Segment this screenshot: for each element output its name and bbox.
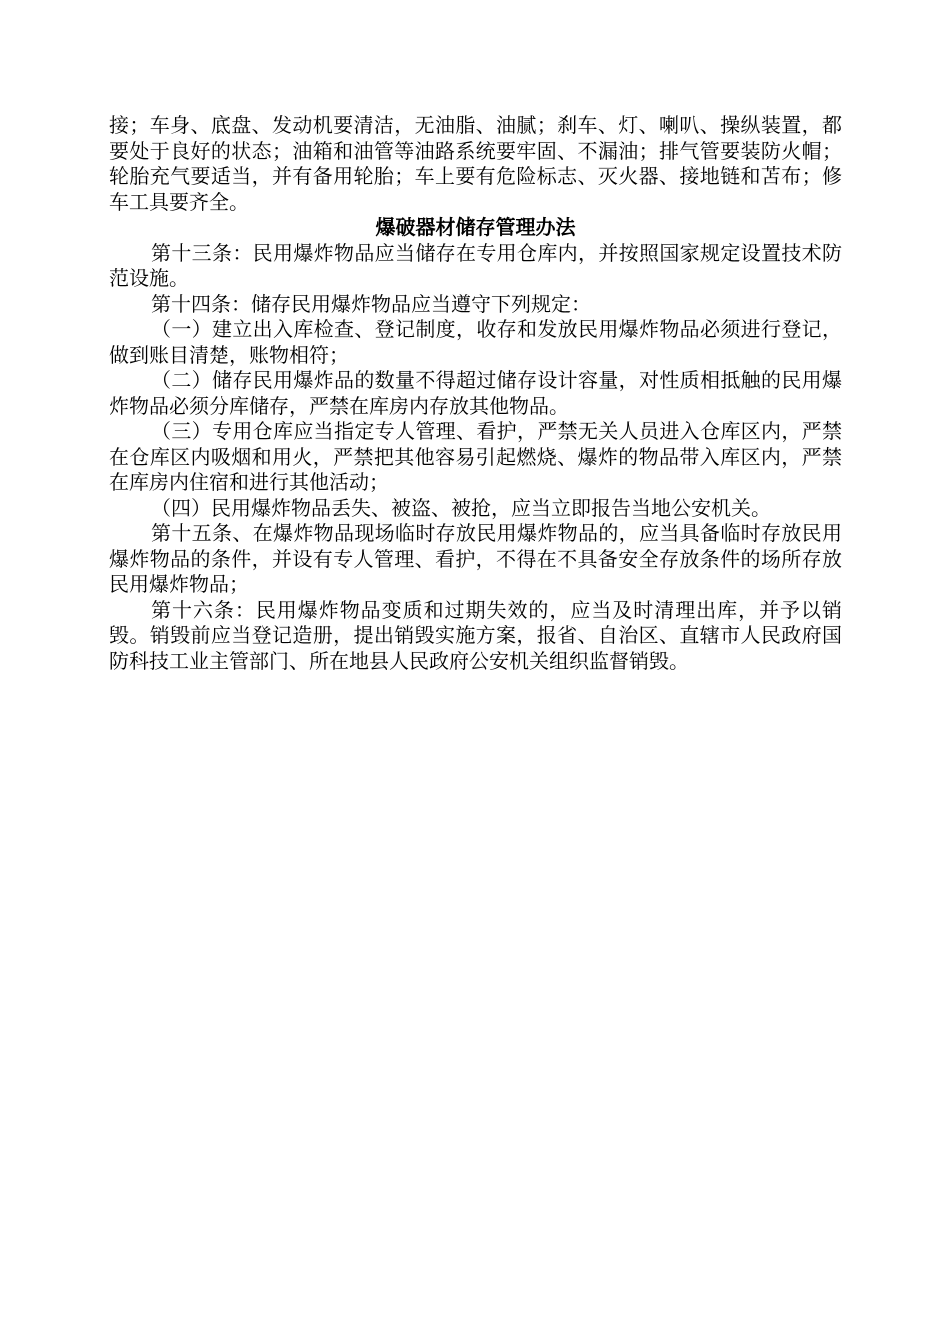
article-13-paragraph: 第十三条：民用爆炸物品应当储存在专用仓库内，并按照国家规定设置技术防范设施。 <box>109 240 842 290</box>
clause-1-paragraph: （一）建立出入库检查、登记制度，收存和发放民用爆炸物品必须进行登记，做到账目清楚，账物相符； <box>109 317 842 367</box>
clause-2-paragraph: （二）储存民用爆炸品的数量不得超过储存设计容量，对性质相抵触的民用爆炸物品必须分库储存，严禁在库房内存放其他物品。 <box>109 368 842 418</box>
document-page <box>109 113 842 674</box>
article-16-paragraph: 第十六条：民用爆炸物品变质和过期失效的，应当及时清理出库，并予以销毁。销毁前应当登记造册，提出销毁实施方案，报省、自治区、直辖市人民政府国防科技工业主管部门、所在地县人民政府公安机关组织监督销毁。 <box>109 597 842 673</box>
section-heading: 爆破器材储存管理办法 <box>375 215 576 239</box>
article-15-paragraph: 第十五条、在爆炸物品现场临时存放民用爆炸物品的，应当具备临时存放民用爆炸物品的条件，并设有专人管理、看护，不得在不具备安全存放条件的场所存放民用爆炸物品； <box>109 521 842 596</box>
clause-3-paragraph: （三）专用仓库应当指定专人管理、看护，严禁无关人员进入仓库区内，严禁在仓库区内吸烟和用火，严禁把其他容易引起燃烧、爆炸的物品带入库区内，严禁在库房内住宿和进行其他活动； <box>109 419 842 494</box>
clause-4-paragraph: （四）民用爆炸物品丢失、被盗、被抢，应当立即报告当地公安机关。 <box>151 495 771 520</box>
article-14-paragraph: 第十四条：储存民用爆炸物品应当遵守下列规定： <box>151 291 591 316</box>
continuation-paragraph: 接；车身、底盘、发动机要清洁，无油脂、油腻；刹车、灯、喇叭、操纵装置，都要处于良好的状态；油箱和油管等油路系统要牢固、不漏油；排气管要装防火帽；轮胎充气要适当，并有备用轮胎；车上要有危险标志、灭火器、接地链和苫布；修车工具要齐全。 <box>109 113 842 214</box>
